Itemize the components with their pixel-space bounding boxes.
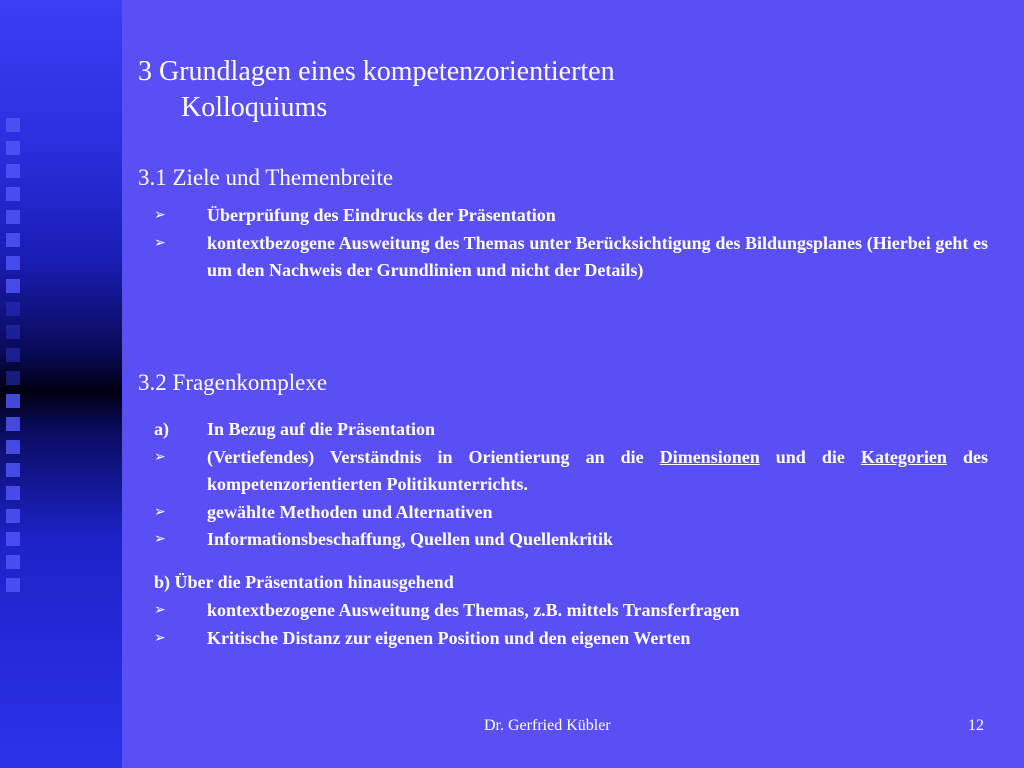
bullet-text-mid: und die: [775, 446, 845, 467]
list-item-text: kontextbezogene Ausweitung des Themas, z.B. mittels Transferfragen: [207, 600, 740, 620]
part-a-marker: a): [154, 419, 169, 439]
list-item-text: Kritische Distanz zur eigenen Position und den eigenen Werten: [207, 627, 691, 648]
page-number: 12: [968, 717, 984, 734]
list-item: [154, 416, 988, 444]
list-item: [154, 597, 988, 625]
arrowhead-bullet-icon: ➢: [154, 448, 166, 465]
section-heading-fragen: 3.2 Fragenkomplexe: [138, 370, 328, 395]
link-dimensionen[interactable]: Dimensionen: [659, 446, 760, 467]
bullet-text-post: des kompetenzorientierten Politikunterrichts.: [207, 446, 988, 494]
list-item: [154, 625, 988, 653]
slide-title-line2: Kolloquiums: [181, 92, 328, 123]
ziele-bullet-list: [154, 202, 988, 285]
decorative-squares-column: [6, 118, 24, 658]
part-b-label: b) Über die Präsentation hinausgehend: [154, 572, 454, 592]
list-item-text: Überprüfung des Eindrucks der Präsentation: [207, 205, 556, 225]
list-item: [154, 230, 988, 285]
list-item-text: Informationsbeschaffung, Quellen und Quellenkritik: [207, 529, 614, 549]
section-heading-ziele: 3.1 Ziele und Themenbreite: [138, 165, 394, 190]
bullet-text-pre: (Vertiefendes) Verständnis in Orientierung an die: [207, 446, 644, 467]
part-a-label: In Bezug auf die Präsentation: [207, 419, 436, 439]
list-item-text: [207, 444, 988, 499]
slide-title-line1: 3 Grundlagen eines kompetenzorientierten: [138, 56, 615, 87]
list-item: [154, 526, 988, 554]
arrowhead-bullet-icon: ➢: [154, 602, 166, 618]
arrowhead-bullet-icon: ➢: [154, 207, 166, 223]
list-item-text: kontextbezogene Ausweitung des Themas unter Berücksichtigung des Bildungsplanes (Hierbei geht es um den Nachweis der Grundlinien und nicht der Details): [207, 232, 988, 280]
part-a-list: [154, 416, 988, 554]
arrowhead-bullet-icon: ➢: [154, 234, 166, 251]
arrowhead-bullet-icon: ➢: [154, 629, 166, 646]
list-item: [154, 499, 988, 527]
decorative-side-band: [0, 0, 122, 768]
part-b-list: [154, 597, 988, 652]
list-item: [154, 444, 988, 499]
arrowhead-bullet-icon: ➢: [154, 503, 166, 520]
list-item: [154, 202, 988, 230]
footer-author: Dr. Gerfried Kübler: [484, 717, 611, 734]
slide-title: [138, 54, 838, 126]
link-kategorien[interactable]: Kategorien: [860, 446, 947, 467]
arrowhead-bullet-icon: ➢: [154, 531, 166, 547]
list-item-text: gewählte Methoden und Alternativen: [207, 501, 493, 522]
